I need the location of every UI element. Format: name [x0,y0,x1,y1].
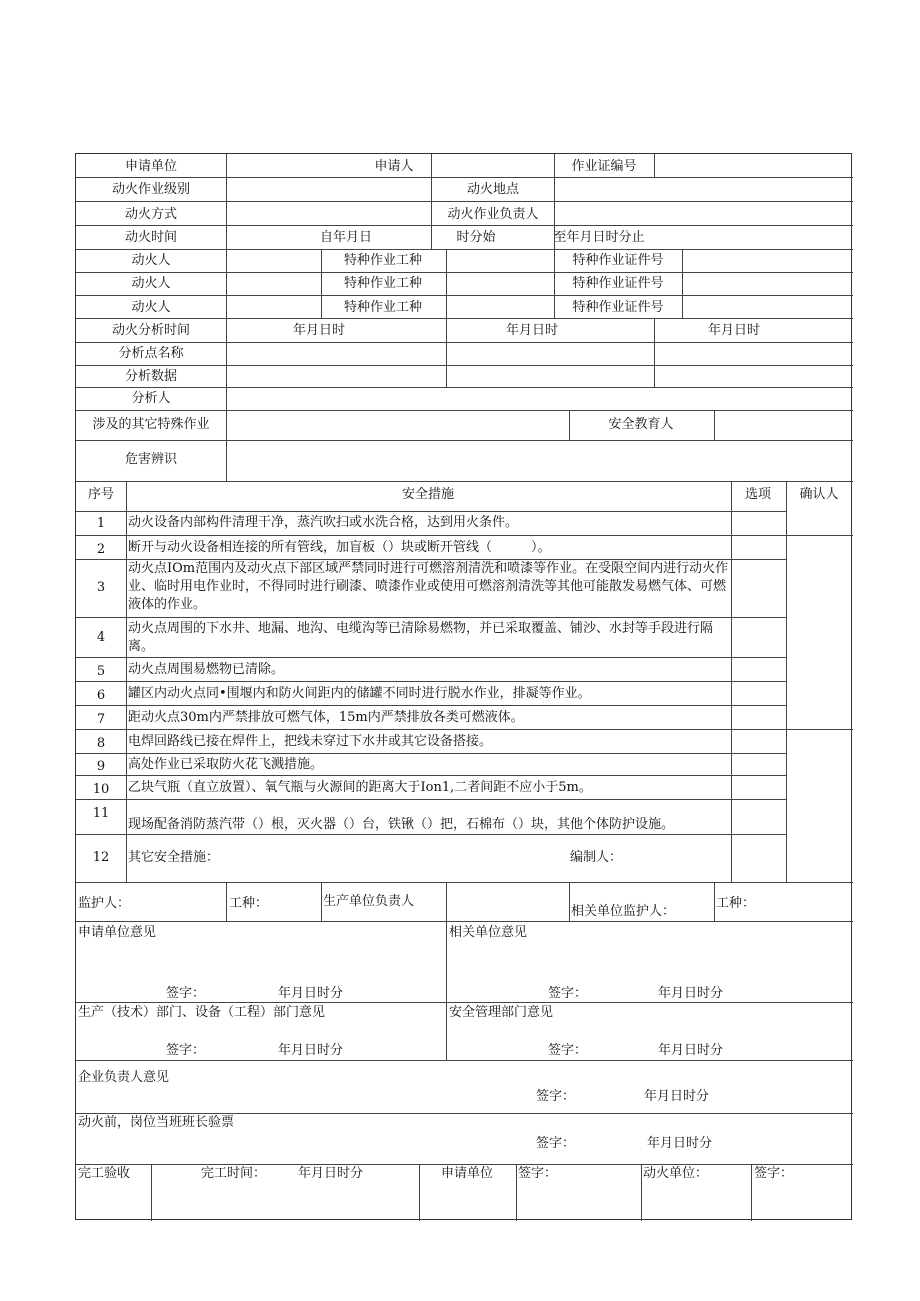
related-unit-sign: 签字： [548,986,588,1001]
measure-no-8: 8 [96,736,106,751]
measure-no-11: 11 [92,806,110,821]
fire-level-label: 动火作业级别 [111,182,191,197]
measure-text-11: 现场配备消防蒸汽带（）根，灭火器（）台，铁锹（）把，石棉布（）块，其他个体防护设施。 [128,817,675,832]
worker-cert-label-2: 特种作业证件号 [572,276,664,291]
enterprise-leader-datetime: 年月日时分 [644,1089,710,1104]
measure-text-9: 高处作业已采取防火花飞溅措施。 [128,757,324,772]
measure-text-8: 电焊回路线已接在焊件上，把线未穿过下水井或其它设备搭接。 [128,734,493,749]
completion-datetime: 年月日时分 [298,1166,364,1181]
measure-text-4: 动火点周围的下水井、地漏、地沟、电缆沟等已清除易燃物，并已采取覆盖、铺沙、水封等手段进行隔离。 [128,621,714,654]
permit-no-label: 作业证编号 [571,159,637,174]
worker-type-label-1: 特种作业工种 [343,253,423,268]
analysis-point-label: 分析点名称 [118,346,184,361]
worker-cert-label-1: 特种作业证件号 [572,253,664,268]
pre-fire-check-datetime: 年月日时分 [647,1136,713,1151]
related-unit-opinion-label: 相关单位意见 [449,925,528,940]
other-work-label: 涉及的其它特殊作业 [92,417,210,432]
measure-no-6: 6 [96,688,106,703]
measure-text-2: 断开与动火设备相连接的所有管线，加盲板（）块或断开管线（ ）。 [128,540,551,555]
analysis-person-label: 分析人 [131,391,171,406]
related-unit-datetime: 年月日时分 [658,986,724,1001]
measure-no-header: 序号 [87,487,115,502]
measure-no-4: 4 [96,630,106,645]
completion-fire-unit: 动火单位： [643,1166,709,1181]
measure-no-9: 9 [96,759,106,774]
worker-type-label-3: 特种作业工种 [343,300,423,315]
pre-fire-check-label: 动火前，岗位当班班长验票 [78,1115,235,1130]
worker-cert-label-3: 特种作业证件号 [572,300,664,315]
measure-text-5: 动火点周围易燃物已清除。 [128,662,285,677]
production-dept-opinion-label: 生产（技术）部门、设备（工程）部门意见 [78,1005,326,1020]
analysis-date-3: 年月日时 [707,323,761,338]
time-to: 至年月日时分止 [553,230,645,245]
analysis-date-2: 年月日时 [505,323,559,338]
apply-unit-sign: 签字： [166,986,206,1001]
safety-dept-datetime: 年月日时分 [658,1043,724,1058]
measure-header: 安全措施 [401,487,455,502]
analysis-date-1: 年月日时 [292,323,346,338]
hot-work-permit-form [75,153,852,1220]
completion-time-label: 完工时间： [201,1166,267,1181]
guardian-work-type-label: 工种： [229,896,269,911]
measure-no-7: 7 [96,712,106,727]
analysis-data-label: 分析数据 [124,369,178,384]
time-from: 自年月日 [319,230,373,245]
applicant-label: 申请人 [374,159,414,174]
measure-no-2: 2 [96,542,106,557]
compiler-label: 编制人： [570,850,623,865]
completion-sign-2: 签字： [754,1166,794,1181]
worker-type-label-2: 特种作业工种 [343,276,423,291]
safety-dept-sign: 签字： [548,1043,588,1058]
pre-fire-check-sign: 签字： [536,1136,576,1151]
measure-no-5: 5 [96,664,106,679]
enterprise-leader-opinion-label: 企业负责人意见 [78,1070,170,1085]
measure-text-3: 动火点IOm范围内及动火点下部区域严禁同时进行可燃溶剂清洗和喷漆等作业。在受限空间内进行动火作业、临时用电作业时，不得同时进行刷漆、喷漆作业或使用可燃溶剂清洗等其他可能散发易燃气体、可燃液体的作业。 [128,561,729,612]
completion-label: 完工验收 [78,1166,131,1181]
apply-unit-opinion-label: 申请单位意见 [78,925,157,940]
production-dept-datetime: 年月日时分 [278,1043,344,1058]
guardian-label: 监护人： [78,896,131,911]
fire-method-label: 动火方式 [124,207,178,222]
worker-label-3: 动火人 [131,300,171,315]
safety-dept-opinion-label: 安全管理部门意见 [449,1005,554,1020]
time-start: 时分始 [456,230,496,245]
measure-no-3: 3 [96,580,106,595]
measure-text-7: 距动火点30m内严禁排放可燃气体，15m内严禁排放各类可燃液体。 [128,710,524,725]
worker-label-2: 动火人 [131,276,171,291]
measure-text-10: 乙块气瓶（直立放置）、氧气瓶与火源间的距离大于Ion1,二者间距不应小于5m。 [128,780,592,795]
measure-no-12: 12 [92,850,110,865]
hazard-label: 危害辨识 [124,452,178,467]
measure-text-1: 动火设备内部构件清理干净，蒸汽吹扫或水洗合格，达到用火条件。 [128,515,519,530]
prod-leader-label: 生产单位负责人 [323,894,415,909]
worker-label-1: 动火人 [131,253,171,268]
production-dept-sign: 签字： [166,1043,206,1058]
completion-apply-unit: 申请单位 [441,1166,494,1181]
fire-leader-label: 动火作业负责人 [447,207,539,222]
fire-location-label: 动火地点 [466,182,520,197]
apply-unit-datetime: 年月日时分 [278,986,344,1001]
completion-sign-1: 签字： [518,1166,558,1181]
option-header: 选项 [744,487,772,502]
related-work-type-label: 工种： [716,896,756,911]
confirm-header: 确认人 [799,487,839,502]
analysis-time-label: 动火分析时间 [111,323,191,338]
measure-text-6: 罐区内动火点同•围堰内和防火间距内的储罐不同时进行脱水作业，排凝等作业。 [128,686,591,701]
measure-no-10: 10 [92,782,110,797]
related-guardian-label: 相关单位监护人： [571,904,676,919]
enterprise-leader-sign: 签字： [536,1089,576,1104]
measure-no-1: 1 [96,516,106,531]
measure-text-12: 其它安全措施： [128,850,220,865]
safety-educator-label: 安全教育人 [608,417,674,432]
apply-unit-label: 申请单位 [124,159,178,174]
fire-time-label: 动火时间 [124,230,178,245]
